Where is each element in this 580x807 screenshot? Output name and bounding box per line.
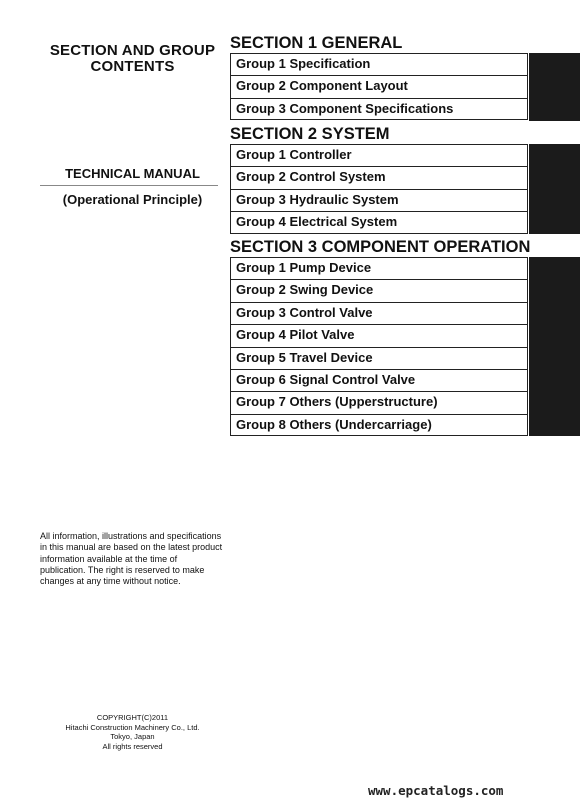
group-label: Group 7 Others (Upperstructure) bbox=[236, 394, 438, 410]
section-and-group-contents-title bbox=[40, 43, 225, 75]
section-3-tab[interactable] bbox=[529, 257, 580, 436]
group-label: Group 6 Signal Control Valve bbox=[236, 371, 416, 387]
section-2-title: SECTION 2 SYSTEM bbox=[230, 125, 390, 143]
group-label: Group 2 Component Layout bbox=[236, 78, 408, 94]
section-3-group-5[interactable] bbox=[230, 347, 580, 369]
section-2-group-4[interactable] bbox=[230, 211, 580, 233]
group-label: Group 3 Hydraulic System bbox=[236, 191, 399, 207]
section-2-tab[interactable] bbox=[529, 144, 580, 234]
section-3-group-1[interactable] bbox=[230, 257, 580, 279]
section-3-group-8[interactable] bbox=[230, 414, 580, 436]
section-2-group-2[interactable] bbox=[230, 166, 580, 188]
section-3-group-2[interactable] bbox=[230, 279, 580, 301]
section-1 bbox=[230, 34, 580, 120]
manual-subtitle: (Operational Principle) bbox=[62, 192, 203, 207]
section-2-group-3[interactable] bbox=[230, 189, 580, 211]
section-1-group-3[interactable] bbox=[230, 98, 580, 120]
group-label: Group 3 Control Valve bbox=[236, 304, 373, 320]
group-label: Group 4 Electrical System bbox=[236, 214, 398, 230]
group-label: Group 1 Specification bbox=[236, 56, 371, 71]
section-3-group-4[interactable] bbox=[230, 324, 580, 346]
copyright-line-3: Tokyo, Japan bbox=[110, 732, 155, 741]
section-3-group-6[interactable] bbox=[230, 369, 580, 391]
section-3-title: SECTION 3 COMPONENT OPERATION bbox=[230, 238, 531, 256]
section-1-tab[interactable] bbox=[529, 53, 580, 121]
section-3 bbox=[230, 238, 580, 436]
section-2 bbox=[230, 125, 580, 234]
manual-type: TECHNICAL MANUAL bbox=[65, 166, 200, 181]
section-1-title: SECTION 1 GENERAL bbox=[230, 34, 403, 52]
group-label: Group 8 Others (Undercarriage) bbox=[236, 416, 432, 432]
copyright-line-2: Hitachi Construction Machinery Co., Ltd. bbox=[65, 722, 200, 732]
title-line-2: CONTENTS bbox=[90, 58, 175, 75]
copyright bbox=[40, 713, 225, 751]
section-1-group-1[interactable] bbox=[230, 53, 580, 75]
watermark-url: www.epcatalogs.com bbox=[368, 783, 504, 798]
section-3-group-7[interactable] bbox=[230, 391, 580, 413]
section-3-group-3[interactable] bbox=[230, 302, 580, 324]
section-1-group-2[interactable] bbox=[230, 75, 580, 97]
group-label: Group 4 Pilot Valve bbox=[236, 327, 355, 343]
group-label: Group 1 Controller bbox=[236, 147, 352, 162]
divider bbox=[40, 185, 218, 186]
title-line-1: SECTION AND GROUP bbox=[49, 42, 216, 59]
copyright-line-1: COPYRIGHT(C)2011 bbox=[96, 713, 169, 722]
group-label: Group 2 Control System bbox=[236, 169, 386, 185]
notice-text: All information, illustrations and specifications in this manual are based on the latest product information available at the time of publication. The right is reserved to make changes at any time without notice. bbox=[40, 531, 223, 587]
group-label: Group 5 Travel Device bbox=[236, 349, 373, 365]
group-label: Group 2 Swing Device bbox=[236, 282, 374, 298]
section-2-group-1[interactable] bbox=[230, 144, 580, 166]
copyright-line-4: All rights reserved bbox=[102, 741, 163, 751]
group-label: Group 3 Component Specifications bbox=[236, 100, 454, 116]
group-label: Group 1 Pump Device bbox=[236, 260, 372, 275]
